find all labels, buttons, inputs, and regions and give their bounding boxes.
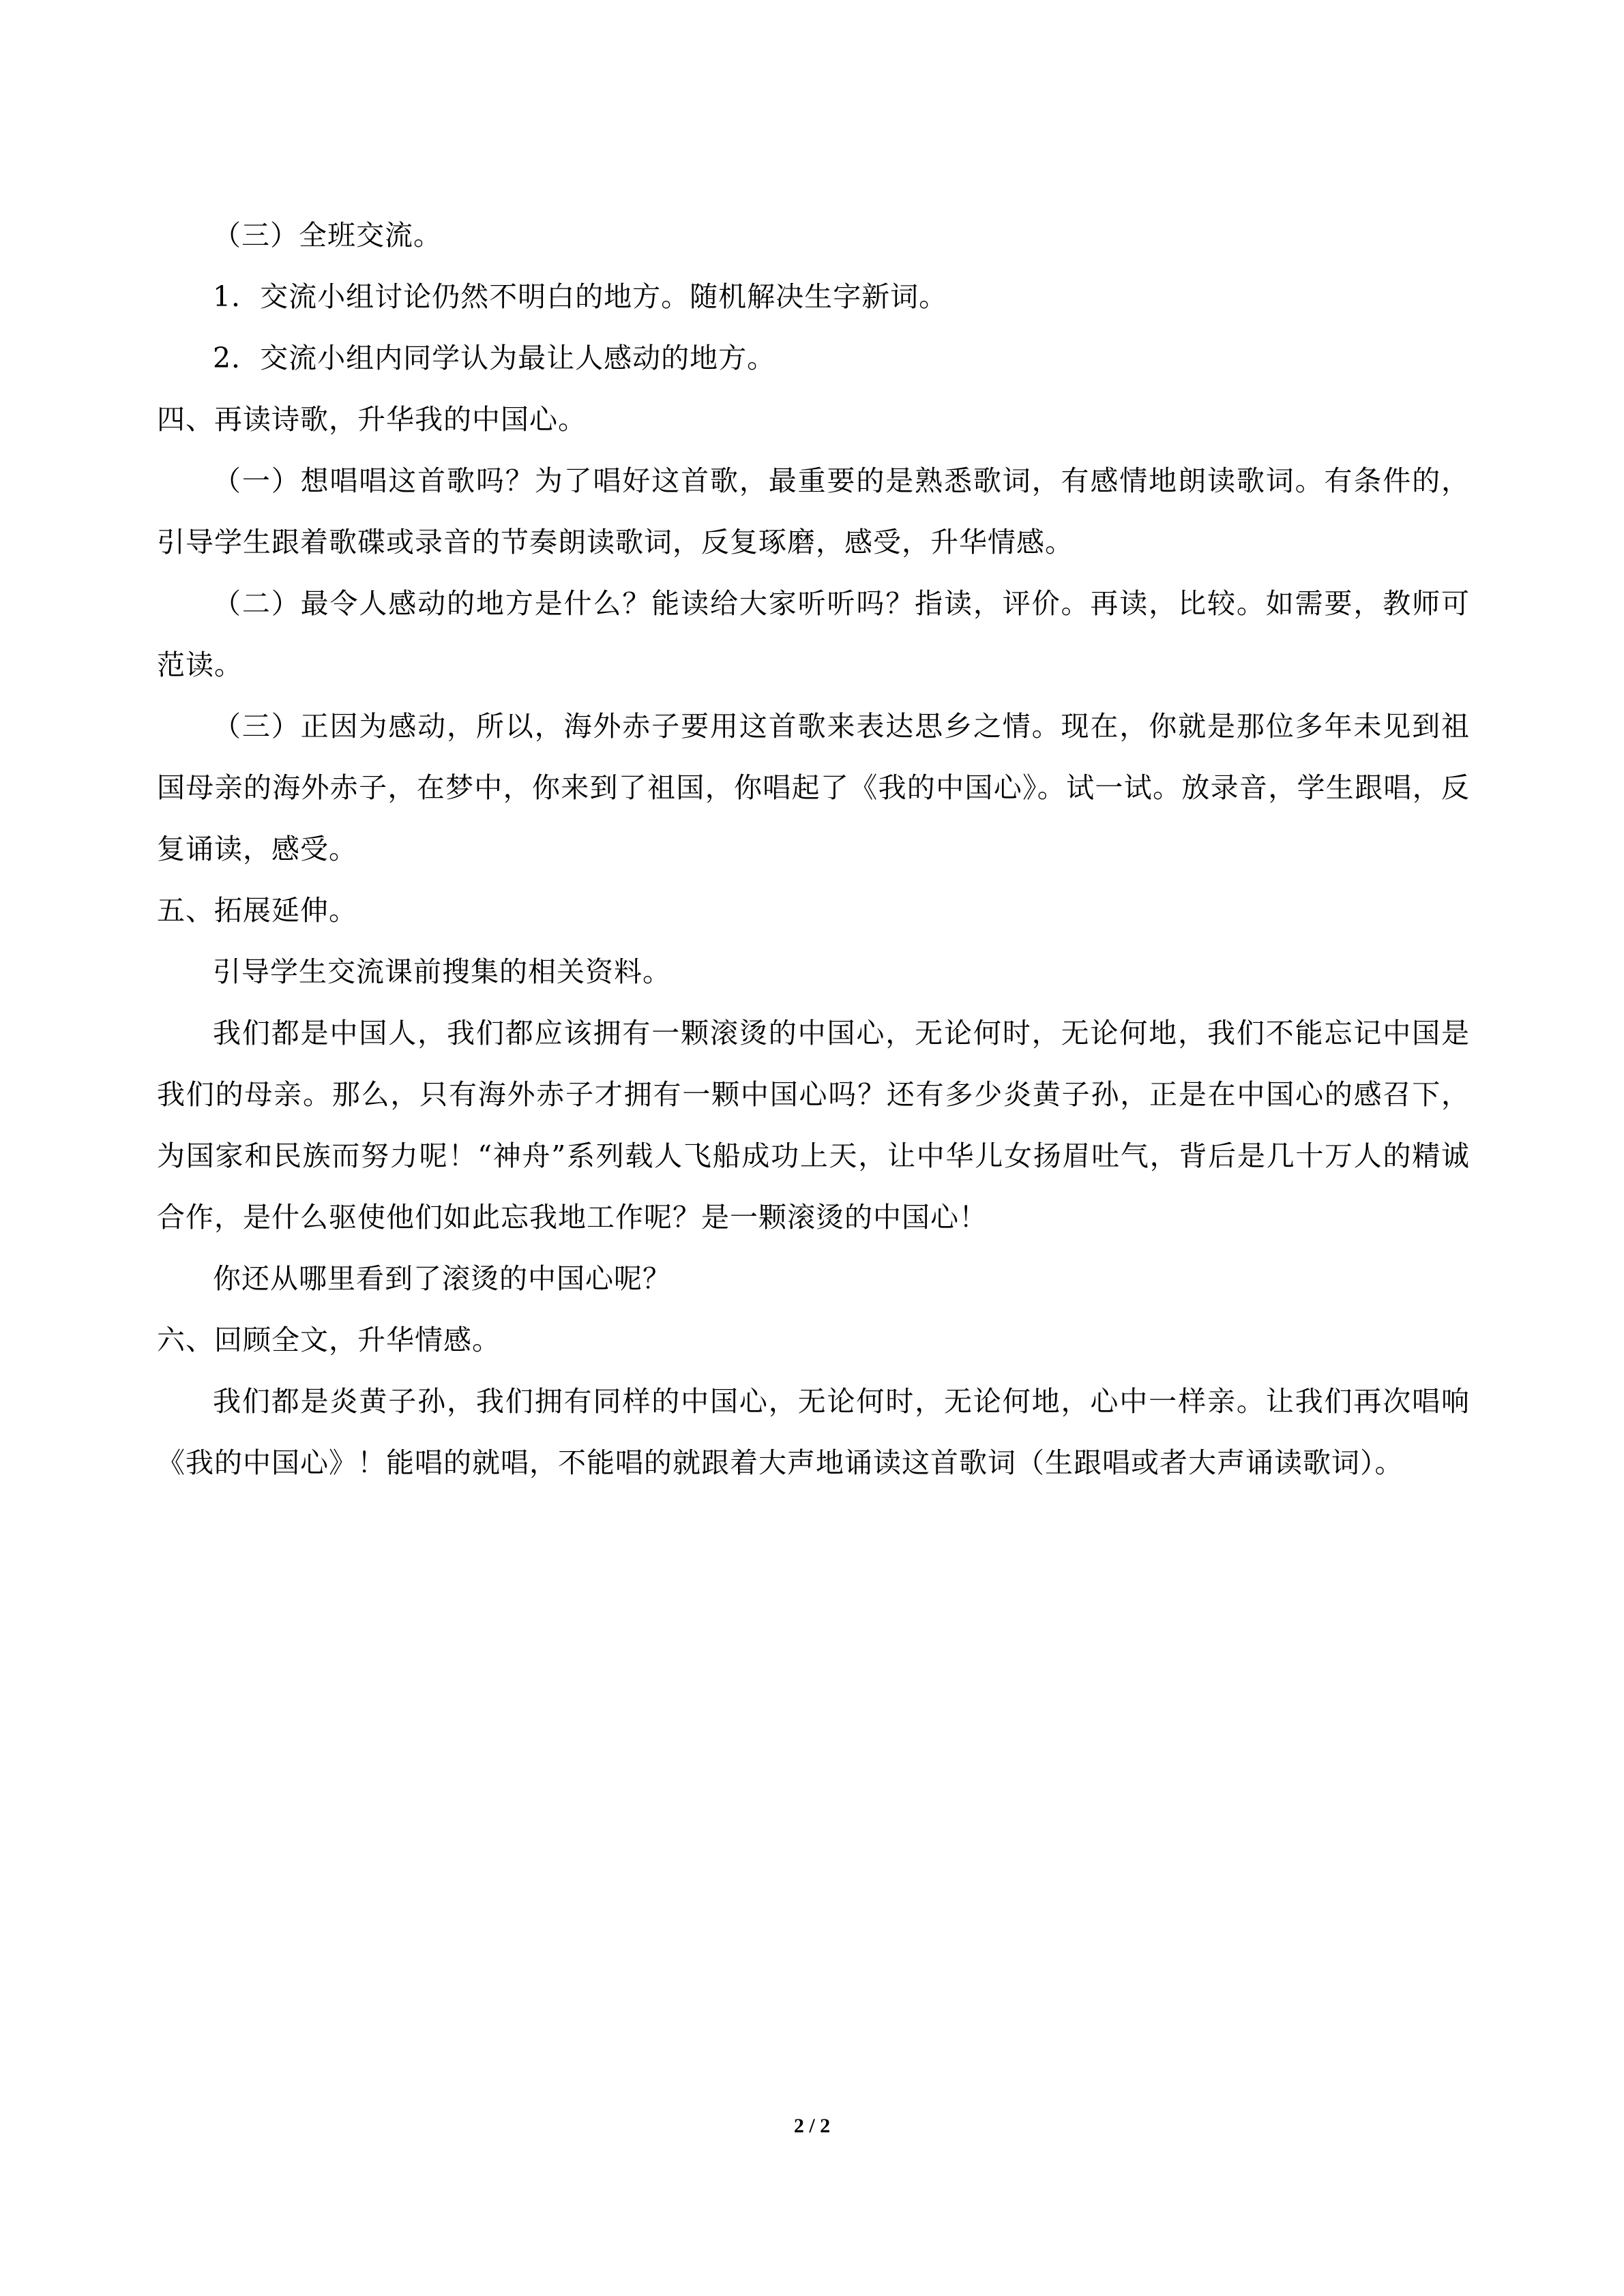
paragraph-step-5-body: 我们都是中国人，我们都应该拥有一颗滚烫的中国心，无论何时，无论何地，我们不能忘记中国是我们的母亲。那么，只有海外赤子才拥有一颗中国心吗？还有多少炎黄子孙，正是在中国心的感召下，为国家和民族而努力呢！“神舟”系列载人飞船成功上天，让中华儿女扬眉吐气，背后是几十万人的精诚合作，是什么驱使他们如此忘我地工作呢？是一颗滚烫的中国心！	[157, 1017, 1470, 1234]
heading-step-4: 四、再读诗歌，升华我的中国心。	[157, 403, 587, 436]
paragraph-step-4-part-3: （三）正因为感动，所以，海外赤子要用这首歌来表达思乡之情。现在，你就是那位多年未见到祖国母亲的海外赤子，在梦中，你来到了祖国，你唱起了《我的中国心》。试一试。放录音，学生跟唱，反复诵读，感受。	[157, 710, 1470, 865]
paragraph-step-4-part-2: （二）最令人感动的地方是什么？能读给大家听听吗？指读，评价。再读，比较。如需要，教师可范读。	[157, 587, 1470, 681]
paragraph-step-5-question: 你还从哪里看到了滚烫的中国心呢？	[213, 1262, 671, 1295]
paragraph-item-1: 1．交流小组讨论仍然不明白的地方。随机解决生字新词。	[213, 280, 948, 313]
document-body	[157, 205, 1470, 1493]
paragraph-section-3-exchange: （三）全班交流。	[213, 219, 442, 252]
paragraph-step-5-intro: 引导学生交流课前搜集的相关资料。	[213, 955, 671, 988]
paragraph-step-6-body: 我们都是炎黄子孙，我们拥有同样的中国心，无论何时，无论何地，心中一样亲。让我们再次唱响《我的中国心》！能唱的就唱，不能唱的就跟着大声地诵读这首歌词（生跟唱或者大声诵读歌词）。	[157, 1385, 1470, 1479]
page-number: 2 / 2	[793, 2115, 831, 2137]
heading-step-5: 五、拓展延伸。	[157, 894, 357, 927]
heading-step-6: 六、回顾全文，升华情感。	[157, 1324, 501, 1356]
paragraph-item-2: 2．交流小组内同学认为最让人感动的地方。	[213, 342, 776, 374]
paragraph-step-4-part-1: （一）想唱唱这首歌吗？为了唱好这首歌，最重要的是熟悉歌词，有感情地朗读歌词。有条件的，引导学生跟着歌碟或录音的节奏朗读歌词，反复琢磨，感受，升华情感。	[157, 464, 1470, 558]
